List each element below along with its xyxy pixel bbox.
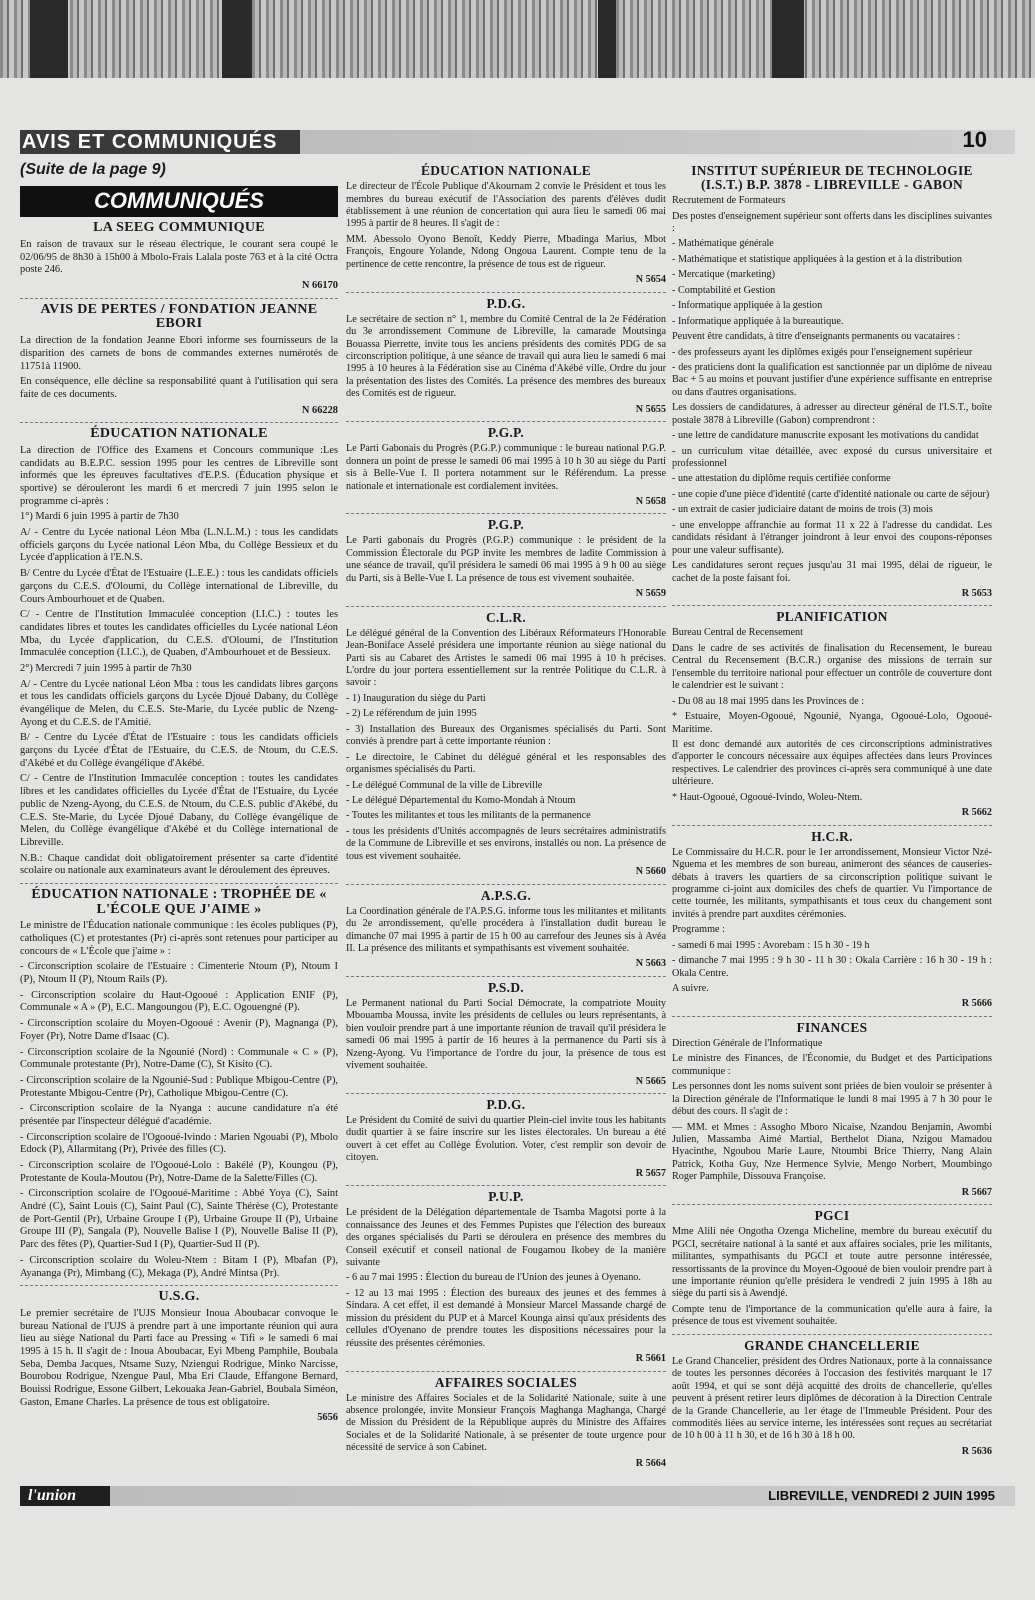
- article-paragraph: - Du 08 au 18 mai 1995 dans les Provinces de :: [672, 695, 865, 707]
- column-1-articles: [20, 221, 338, 1425]
- newspaper-logo: l'union: [28, 1487, 77, 1504]
- article-paragraph: Direction Générale de l'Informatique: [672, 1037, 823, 1049]
- column-2-articles: [346, 164, 666, 1470]
- article-paragraph: - des professeurs ayant les diplômes exigés pour l'enseignement supérieur: [672, 346, 973, 358]
- article-paragraph: - 1) Inauguration du siège du Parti: [346, 692, 486, 704]
- article: [20, 298, 338, 418]
- article-paragraph: Le président de la Délégation départementale de Tsamba Magotsi porte à la connaissance des Jeunes et des Femmes Pupistes que l'élection des bureaux des organes spécialisés du Parti se déroulera en présence des membres du Conseil exécutif et conseil national de Fougamou Ikobey de la manière suivante: [346, 1207, 666, 1268]
- article-paragraph: Dans le cadre de ses activités de finalisation du Recensement, le bureau Central du Recensement (B.C.R.) organise des missions de terrain sur l'ensemble du territoire national pour effectuer un contrôle de couverture dont le calendrier est le suivant :: [672, 642, 992, 692]
- article-paragraph: Le ministre de l'Éducation nationale communique : les écoles publiques (P), catholiques (C) et protestantes (Pr) ci-après sont retenues pour participer au concours de « L'École que j'aime » :: [20, 920, 338, 957]
- article-separator: [20, 298, 338, 299]
- article-paragraph: - Circonscription scolaire du Moyen-Ogooué : Avenir (P), Magnanga (P), Foyer (Pr), Notre Dame d'Isaac (C).: [20, 1018, 338, 1042]
- article-paragraph: Le ministre des Finances, de l'Économie, du Budget et des Participations communique :: [672, 1053, 992, 1077]
- article-reference: N 66170: [301, 280, 338, 292]
- article-separator: [346, 513, 666, 514]
- article-paragraph: Peuvent être candidats, à titre d'enseignants permanents ou vacataires :: [672, 331, 961, 343]
- article: [346, 1371, 666, 1471]
- article-paragraph: B/ - Centre du Lycée d'État de l'Estuaire : tous les candidats officiels garçons du Lycée d'État de l'Estuaire, du C.E.S. de Ntoum, du C.E.S. d'Akébé et du Collège évangélique d'Akébé.: [20, 732, 338, 769]
- article-paragraph: En raison de travaux sur le réseau électrique, le courant sera coupé le 02/06/95 de 8h30 à 15h00 à Mbolo-Frais Lalala poste 763 et à la cité Octra poste 246.: [20, 239, 338, 276]
- article: [346, 976, 666, 1088]
- page-number: 10: [962, 127, 987, 152]
- article-paragraph: - Mathématique et statistique appliquées à la gestion et à la distribution: [672, 253, 962, 265]
- article-paragraph: A/ - Centre du Lycée national Léon Mba : tous les candidats libres garçons et tous les candidats officiels garçons du Lycée Djoué Dabany, du Collège évangélique de Melen, du C.E.S. Ste-Marie, du Lycée public de Nzeng-Ayong et du C.E.S. de l'Amitié.: [20, 678, 338, 728]
- article-paragraph: - un curriculum vitae détaillée, avec exposé du cursus universitaire et professionnel: [672, 445, 992, 469]
- article-paragraph: Les personnes dont les noms suivent sont priées de bien vouloir se présenter à la Direction générale de l'Informatique le lundi 8 mai 1995 à 7 h 30 pour le début des cours. Il s'agit de :: [672, 1081, 992, 1118]
- article-title: P.D.G.: [486, 295, 526, 311]
- article-title: P.S.D.: [488, 979, 524, 995]
- article-paragraph: N.B.: Chaque candidat doit obligatoirement présenter sa carte d'identité scolaire ou nationale aux examinateurs avant le déroulement des épreuves.: [20, 852, 338, 877]
- article: [672, 1334, 992, 1459]
- article-title: INSTITUT SUPÉRIEUR DE TECHNOLOGIE (I.S.T.) B.P. 3878 - LIBREVILLE - GABON: [691, 163, 973, 193]
- article-reference: N 5658: [635, 495, 666, 507]
- article-paragraph: - tous les présidents d'Unités accompagnés de leurs secrétaires administratifs de la Commune de Libreville et ses environs, installés ou non. La présence de tous est vivement souhaitée.: [346, 825, 666, 862]
- article: [20, 1285, 338, 1425]
- article-title: FINANCES: [796, 1019, 868, 1035]
- article-reference: R 5666: [961, 998, 992, 1010]
- article-paragraph: - 6 au 7 mai 1995 : Élection du bureau de l'Union des jeunes à Oyenano.: [346, 1272, 641, 1284]
- article-paragraph: La direction de la fondation Jeanne Ebori informe ses fournisseurs de la disparition des carnets de bons de commandes externes numérotés de 11751à 11900.: [20, 335, 338, 372]
- article-paragraph: - Circonscription scolaire de la Ngounié-Sud : Publique Mbigou-Centre (P), Protestante Mbigou-Centre (Pr), Catholique Mbigou-Centre (C).: [20, 1074, 338, 1099]
- article-paragraph: - une attestation du diplôme requis certifiée conforme: [672, 473, 891, 485]
- article-paragraph: - samedi 6 mai 1995 : Avorebam : 15 h 30 - 19 h: [672, 939, 870, 951]
- article-paragraph: Il est donc demandé aux autorités de ces circonscriptions administratives d'apporter le concours nécessaire aux équipes affectées dans leurs Provinces respectives. Le calendrier des provinces ci-après sera communiqué à une date ultérieure.: [672, 738, 992, 788]
- article-reference: N 5663: [635, 958, 666, 970]
- article-title: ÉDUCATION NATIONALE : TROPHÉE DE « L'ÉCOLE QUE J'AIME »: [31, 886, 327, 917]
- article-reference: R 5661: [635, 1353, 666, 1365]
- article-paragraph: A suivre.: [672, 983, 709, 994]
- article: [672, 1016, 992, 1199]
- article-separator: [672, 605, 992, 606]
- article-paragraph: Le Parti Gabonais du Progrès (P.G.P.) communique : le bureau national P.G.P. donnera un point de presse le samedi 06 mai 1995 à 10 h 30 au siège du Parti sis à Belle-Vue I. Il portera notamment sur le Référendum. La presse nationale et internationale est cordialement invitées.: [346, 443, 666, 492]
- article-title: PGCI: [814, 1208, 850, 1224]
- article-separator: [20, 883, 338, 884]
- article-paragraph: Le ministre des Affaires Sociales et de la Solidarité Nationale, suite à une absence prolongée, invite Monsieur François Maghanga Maghanga, Chargé de Mission du Président de la République auprès du Ministre des Affaires Sociales et de la Solidarité Nationale, à se présenter de toute urgence pour nécessité de service à son Cabinet.: [346, 1392, 666, 1454]
- article-paragraph: - une enveloppe affranchie au format 11 x 22 à l'adresse du candidat. Les candidats résidant à l'étranger joindront à leur envoi des coupons-réponses pour une valeur suffisante).: [672, 519, 992, 556]
- article-reference: N 66228: [301, 404, 338, 416]
- article-paragraph: Le Président du Comité de suivi du quartier Plein-ciel invite tous les habitants dudit quartier à se faire inscrire sur les listes électorales. Un bureau a été ouvert à cet effet au Collège Évolution. Voter, c'est remplir son devoir de citoyen.: [346, 1115, 666, 1164]
- article-paragraph: Des postes d'enseignement supérieur sont offerts dans les disciplines suivantes :: [672, 210, 992, 234]
- article-paragraph: - des praticiens dont la qualification est sanctionnée par un diplôme de niveau Bac + 5 au moins et pouvant justifier d'une expérience suffisante en entreprise ou dans d'autres organisations.: [672, 361, 992, 398]
- article-paragraph: - Mercatique (marketing): [672, 269, 775, 281]
- article: [346, 513, 666, 600]
- article-separator: [346, 1093, 666, 1094]
- column-3-articles: [672, 164, 992, 1458]
- article-paragraph: - Le délégué Communal de la ville de Libreville: [346, 779, 543, 791]
- article-paragraph: - Informatique appliquée à la gestion: [672, 300, 823, 312]
- article-reference: 5656: [317, 1412, 338, 1424]
- article: [672, 825, 992, 1011]
- article-reference: N 5655: [635, 403, 666, 415]
- article-paragraph: Mme Alili née Ongotha Ozenga Micheline, membre du bureau exécutif du PGCI, secrétaire national à la santé et aux affaires sociales, prie les militants, militantes, sympathisants du PGCI et toute autre personne intéressée, ressortissants de la province du Moyen-Ogooué de bien vouloir prendre part à une importante réunion qu'elle présidera le vendredi 2 juin 1995 à 18h au siège du parti sis à Awendjé.: [672, 1226, 992, 1300]
- article: [346, 884, 666, 971]
- article-paragraph: - Circonscription scolaire de la Ngounié (Nord) : Communale « C » (P), Communale protestante (Pr), Notre-Dame (C), St Kisito (C).: [20, 1046, 338, 1071]
- communiques-heading: COMMUNIQUÉS: [20, 186, 338, 218]
- article: [346, 1185, 666, 1365]
- article-separator: [20, 422, 338, 423]
- article-paragraph: - Le directoire, le Cabinet du délégué général et les responsables des organismes spécialisés du Parti.: [346, 751, 666, 776]
- article-title: AVIS DE PERTES / FONDATION JEANNE EBORI: [40, 301, 318, 332]
- article-paragraph: - une copie d'une pièce d'identité (carte d'identité nationale ou carte de séjour): [672, 488, 990, 500]
- article-paragraph: Le Commissaire du H.C.R. pour le 1er arrondissement, Monsieur Victor Nzé-Nguema et les membres de son bureau, animeront des séances de causeries-débats à travers les quartiers de sa circonscription politique suivant le programme ci-joint aux domiciles des chefs de quartier. Vu l'importance de cette tournée, les militants, sympathisants et tous ceux du changement sont invités à prendre part auxdites cérémonies.: [672, 846, 992, 920]
- article-reference: R 5657: [635, 1167, 666, 1179]
- article-title: LA SEEG COMMUNIQUE: [93, 220, 265, 236]
- article-title: P.D.G.: [486, 1096, 526, 1112]
- article-paragraph: 2°) Mercredi 7 juin 1995 à partir de 7h30: [20, 662, 192, 674]
- issue-date: LIBREVILLE, VENDREDI 2 JUIN 1995: [768, 1488, 995, 1503]
- article-paragraph: * Haut-Ogooué, Ogooué-Ivindo, Woleu-Ntem.: [672, 791, 863, 803]
- column-1: [20, 160, 338, 1425]
- article-title: P.U.P.: [488, 1189, 524, 1205]
- article-paragraph: 1°) Mardi 6 juin 1995 à partir de 7h30: [20, 511, 179, 523]
- column-2: [346, 160, 666, 1470]
- article-paragraph: - Circonscription scolaire de l'Ogooué-Maritime : Abbé Yoya (C), Saint André (C), Saint Louis (C), Saint Paul (C), Sainte Thérèse (C), Protestante de Port-Gentil (Pr), Urbaine Groupe I (P), Urbaine Groupe II (P), Urbaine Groupe III (P), Sangala (P), Nouvelle Balise I (P), Nouvelle Balise II (P), Parc des fêtes (P), Quartier-Sud I (P), Quartier-Sud II (P).: [20, 1188, 338, 1251]
- article-reference: R 5653: [961, 587, 992, 599]
- article-title: ÉDUCATION NATIONALE: [90, 426, 268, 442]
- article-separator: [672, 1016, 992, 1017]
- article-separator: [346, 292, 666, 293]
- article-separator: [672, 1334, 992, 1335]
- article-paragraph: - Mathématique générale: [672, 238, 774, 250]
- article: [346, 292, 666, 417]
- article-paragraph: - Circonscription scolaire de l'Ogooué-Ivindo : Marien Ngouabi (P), Mbolo Edock (P), Allarmitang (Pr), Privée des filles (C).: [20, 1131, 338, 1156]
- article-reference: R 5662: [961, 807, 992, 819]
- article-paragraph: B/ Centre du Lycée d'État de l'Estuaire (L.E.E.) : tous les candidats officiels garçons du C.E.S. d'Oloumi, du Collège international de Libreville, du Cours Ambourhouet et de Quaben.: [20, 568, 338, 605]
- article-paragraph: Le premier secrétaire de l'UJS Monsieur Inoua Aboubacar convoque le bureau National de l'UJS à prendre part à une importante réunion qui aura lieu au siège National du Parti face au Pressing « Tifi » le samedi 6 mai 1995 à 15 h. Il s'agit de : Inoua Aboubacar, Eyi Mbeng Pamphile, Boubala Seba, Demba Jacques, Ntsame Suzy, Nziengui Rodrigue, Minko Narcisse, Bourobou Rodrigue, Nzengue Paul, Mba Eri Claude, Effangone Bernard, Bouissi Rodrigue, Essone Gilbert, Lekouaka Jean-Gabriel, Boubala Siméon, Gaston, Emane Charles. La présence de tous est obligatoire.: [20, 1307, 338, 1408]
- article: [346, 606, 666, 879]
- section-title: AVIS ET COMMUNIQUÉS: [22, 131, 278, 153]
- article-paragraph: * Estuaire, Moyen-Ogooué, Ngounié, Nyanga, Ogooué-Lolo, Ogooué-Maritime.: [672, 711, 992, 735]
- article-paragraph: - Circonscription scolaire du Woleu-Ntem : Bitam I (P), Mbafan (P), Ayananga (Pr), Mimbang (C), Mekaga (P), André Mintsa (Pr).: [20, 1254, 338, 1279]
- article-paragraph: - Le délégué Départemental du Komo-Mondah à Ntoum: [346, 794, 576, 806]
- article-reference: R 5667: [961, 1186, 992, 1198]
- article-title: P.G.P.: [487, 425, 525, 441]
- article-paragraph: - dimanche 7 mai 1995 : 9 h 30 - 11 h 30 : Okala Carrière : 16 h 30 - 19 h : Okala Centre.: [672, 955, 992, 979]
- article-separator: [346, 976, 666, 977]
- article-separator: [20, 1285, 338, 1286]
- article-paragraph: - 3) Installation des Bureaux des Organismes spécialisés du Parti. Sont conviés à prendre part à cette importante réunion :: [346, 723, 666, 748]
- article-title: GRANDE CHANCELLERIE: [744, 1337, 920, 1353]
- article-separator: [346, 606, 666, 607]
- article-paragraph: A/ - Centre du Lycée national Léon Mba (L.N.L.M.) : tous les candidats officiels garçons du Lycée national Léon Mba, du Collège Bessieux et du Lycée d'application à l'E.N.S.: [20, 527, 338, 564]
- article: [672, 164, 992, 600]
- article-separator: [672, 1204, 992, 1205]
- article: [20, 883, 338, 1280]
- article-separator: [346, 1185, 666, 1186]
- article-paragraph: - une lettre de candidature manuscrite exposant les motivations du candidat: [672, 430, 979, 442]
- article-reference: N 5654: [635, 274, 666, 286]
- article: [672, 1204, 992, 1329]
- article-reference: N 5660: [635, 866, 666, 878]
- article-paragraph: - Informatique appliquée à la bureautique.: [672, 315, 844, 327]
- article-paragraph: - Toutes les militantes et tous les militants de la permanence: [346, 810, 591, 822]
- article-reference: N 5659: [635, 588, 666, 600]
- article-paragraph: - 2) Le référendum de juin 1995: [346, 708, 477, 720]
- article-paragraph: La Coordination générale de l'A.P.S.G. informe tous les militantes et militants du 2e arrondissement, qu'elle procédera à l'installation dudit bureau le dimanche 07 mai 1995 à partir de 15 h 00 au carrefour des Jeunes sis à Avéa II. La présence des militants et sympathisants est vivement souhaitée.: [346, 905, 666, 954]
- article-paragraph: En conséquence, elle décline sa responsabilité quant à l'utilisation qui sera faite de ces documents.: [20, 376, 338, 400]
- article-paragraph: - Circonscription scolaire de la Nyanga : aucune candidature n'a été présentée par l'inspecteur délégué d'académie.: [20, 1103, 338, 1127]
- article-paragraph: Bureau Central de Recensement: [672, 627, 803, 639]
- article: [20, 221, 338, 292]
- article-reference: R 5664: [635, 1457, 666, 1469]
- article-paragraph: Le Permanent national du Parti Social Démocrate, la compatriote Mouity Mbouamba Moussa, invite les présidents de cellules ou leurs représentants, à bien vouloir prendre part à une importante réunion de travail qu'il présidera le samedi 06 mai 1995 à partir de 16 heures à la permanence du Parti sis à Nzeng-Ayong. Vu l'importance de l'ordre du jour, la présence de tous est vivement souhaitée.: [346, 997, 666, 1072]
- article-paragraph: — MM. et Mmes : Assogho Mboro Nicaise, Nzandou Benjamin, Awombi Julien, Massamba Aimé Martial, Berthelot Diana, Nzigou Mamadou Hyacinthe, Ngoubou Marie Laure, Ntoumbi Brice Thierry, Nang Alain Patrick, Kotha Guy, Nze Hermence Sylvie, Mengo Norbert, Moumbingo Roger Pamphile, Dissouva Françoise.: [672, 1121, 992, 1183]
- article-separator: [346, 421, 666, 422]
- article: [346, 421, 666, 508]
- article-separator: [346, 1371, 666, 1372]
- article-paragraph: Programme :: [672, 924, 725, 936]
- article-reference: N 5665: [635, 1075, 666, 1087]
- article-title: PLANIFICATION: [776, 609, 888, 625]
- article-separator: [346, 884, 666, 885]
- scan-top-strip: [0, 0, 1035, 78]
- article-paragraph: MM. Abessolo Oyono Benoît, Keddy Pierre, Mbadinga Marius, Mbot François, Engoure Yolande, Ndong Ongoua Laurent. Compte tenu de la pertinence de cette rencontre, la présence de tous est de rigueur.: [346, 233, 666, 270]
- article-paragraph: Le secrétaire de section n° 1, membre du Comité Central de la 2e Fédération du 3e arrondissement Commune de Libreville, la camarade Moutsinga Bouassa Pierrette, invite tous les anciens présidents des comités PDG de sa circonscription politique, à une séance de travail qui aura lieu le samedi 6 mai 1995 à 10 heures à la Fédération sise au Cinéma d'Akébé ville. Ordre du jour la présentation des listes des Comités. La présence des membres des bureaux des Comités est de rigueur.: [346, 313, 666, 400]
- article-paragraph: - 12 au 13 mai 1995 : Élection des bureaux des jeunes et des femmes à Sindara. A cet effet, il est demandé à Monsieur Marcel Massande chargé de mission du président du PUP et à Marcel Kounga ainsi qu'aux présidents des cellules d'Oyenano de prendre toutes les dispositions nécessaires pour la réussite des présentes cérémonies.: [346, 1287, 666, 1349]
- column-3: [672, 160, 992, 1458]
- article-paragraph: - Circonscription scolaire de l'Estuaire : Cimenterie Ntoum (P), Ntoum I (P), Ntoum II (P), Ntoum Rails (P).: [20, 961, 338, 986]
- article-title: P.G.P.: [487, 517, 525, 533]
- article-separator: [672, 825, 992, 826]
- article-paragraph: Recrutement de Formateurs: [672, 195, 786, 207]
- article-paragraph: Le Parti gabonais du Progrès (P.G.P.) communique : le président de la Commission Électorale du PGP invite les membres de ladite Commission à une séance de travail, qu'il présidera le samedi 06 mai 1995 à 9 h 00 au siège du Parti, sis à Belle-Vue I. La présence de tous est vivement souhaitée.: [346, 535, 666, 584]
- article-paragraph: Les dossiers de candidatures, à adresser au directeur général de l'I.S.T., boîte postale 3878 à Libreville (Gabon) comprendront :: [672, 402, 992, 426]
- article-paragraph: - un extrait de casier judiciaire datant de moins de trois (3) mois: [672, 504, 933, 516]
- article-paragraph: C/ - Centre de l'Institution Immaculée conception (I.I.C.) : toutes les candidates libres et toutes les candidates officielles du Lycée national Léon Mba, du Lycée d'application, du C.E.S. d'Oloumi, de l'Institution Immaculée conception (I.I.C.), de Quaben, d'Ambourhouet et de Bessieux.: [20, 609, 338, 659]
- article-paragraph: Le directeur de l'École Publique d'Akournam 2 convie le Président et tous les membres du bureau exécutif de l'Association des parents d'élèves dudit établissement à une réunion de concertation qui aura lieu le samedi 06 mai 1995 à partir de 8 heures. Il s'agit de :: [346, 181, 666, 230]
- article-paragraph: Le Grand Chancelier, président des Ordres Nationaux, porte à la connaissance de toutes les personnes décorées à l'occasion des festivités marquant le 17 août 1994, et qui se sont déjà acquitté des droits de chancellerie, qu'elles peuvent à présent retirer leurs diplômes de décoration à la Direction Centrale de la Grande Chancellerie, au 1er étage de l'Immeuble Président. Pour des commodités liées au service interne, les intéressées sont reçues au secrétariat de 10 h 00 à 11 h 30, et de 16 h 30 à 18 h 00.: [672, 1355, 992, 1442]
- article-paragraph: C/ - Centre de l'Institution Immaculée conception : toutes les candidates libres et les candidates officielles du Lycée d'État de l'Estuaire, du Lycée public de Nzeng-Ayong, du C.E.S. de Ntoum, du C.E.S. public d'Akébé, du C.E.S. Ste-Marie, du Lycée Djoué Dabany, du Collège évangélique de Melen, du Collège évangélique d'Akébé et du Collège international de Libreville.: [20, 773, 338, 848]
- article-paragraph: - Circonscription scolaire de l'Ogooué-Lolo : Bakélé (P), Koungou (P), Protestante de Koula-Moutou (Pr), Notre-Dame de la Salette/Filles (C).: [20, 1160, 338, 1184]
- article-paragraph: Les candidatures seront reçues jusqu'au 31 mai 1995, délai de rigueur, le cachet de la poste faisant foi.: [672, 560, 992, 584]
- article: [346, 164, 666, 287]
- continued-label: (Suite de la page 9): [20, 161, 166, 178]
- article-paragraph: Compte tenu de l'importance de la communication qu'elle aura à faire, la présence de tous est vivement souhaitée.: [672, 1303, 992, 1328]
- article-title: U.S.G.: [158, 1289, 200, 1305]
- article: [346, 1093, 666, 1180]
- article-paragraph: - Circonscription scolaire du Haut-Ogooué : Application ENIF (P), Communale « A » (P), E.C. Mangoungou (P), E.C. Ogouengné (P).: [20, 989, 338, 1014]
- article-reference: R 5636: [961, 1445, 992, 1457]
- article-title: C.L.R.: [485, 609, 527, 625]
- article-title: AFFAIRES SOCIALES: [434, 1374, 578, 1390]
- article-paragraph: - Comptabilité et Gestion: [672, 284, 776, 296]
- article-title: ÉDUCATION NATIONALE: [420, 163, 591, 178]
- article-paragraph: La direction de l'Office des Examens et Concours communique :Les candidats au B.E.P.C. session 1995 pour les centres de Libreville sont informés que les épreuves facultatives d'E.P.S. (Éducation physique et sportive) se dérouleront les mardi 6 et mercredi 7 juin 1995 selon le programme ci-après :: [20, 444, 338, 507]
- article: [20, 422, 338, 878]
- article: [672, 605, 992, 819]
- article-title: H.C.R.: [811, 828, 853, 844]
- article-paragraph: Le délégué général de la Convention des Libéraux Réformateurs l'Honorable Jean-Boniface Asselé présidera une importante réunion au siège national du Parti sis au Cabaret des Artistes le samedi 06 mai 1995 à 10 h précises. L'ordre du jour portera essentiellement sur la rentrée Politique du C.L.R. à savoir :: [346, 627, 666, 689]
- article-title: A.P.S.G.: [480, 887, 532, 903]
